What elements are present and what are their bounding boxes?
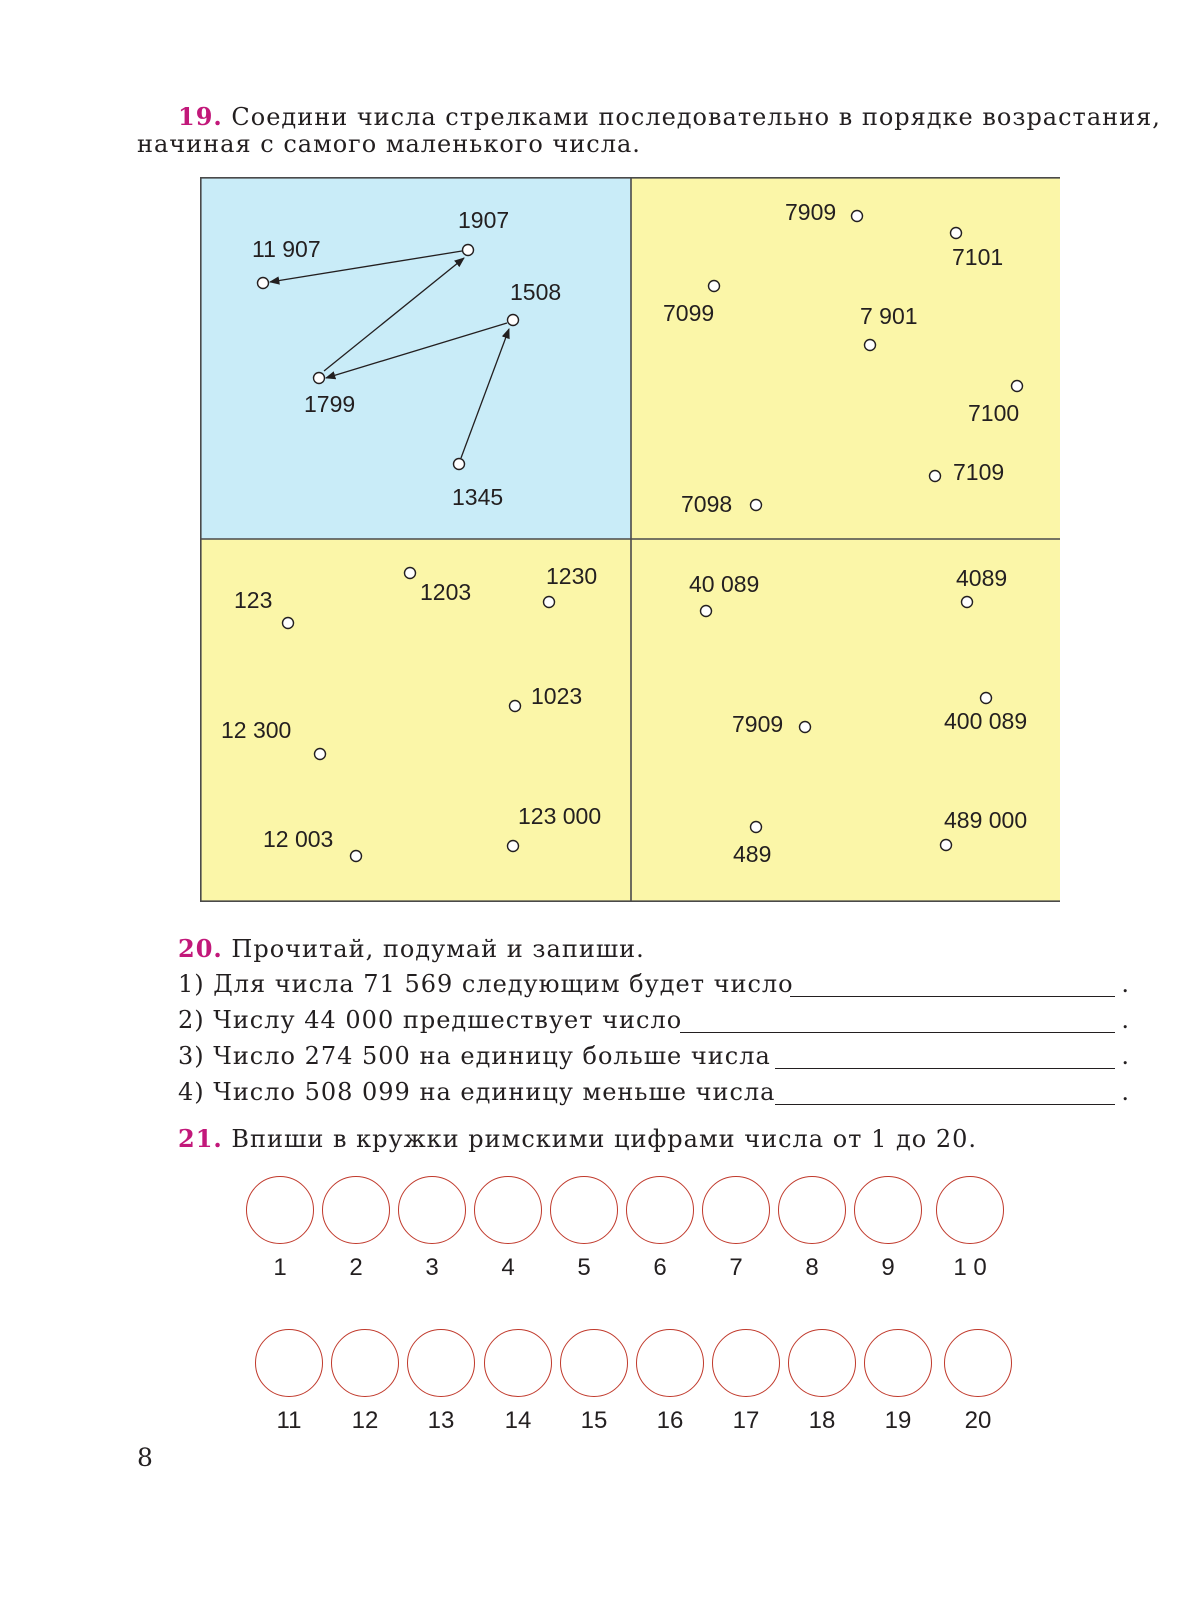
task21-heading — [178, 1124, 977, 1153]
roman-circle-20[interactable] — [944, 1329, 1012, 1397]
roman-circle-2[interactable] — [322, 1176, 390, 1244]
dot-12300[interactable] — [315, 749, 326, 760]
dot-1230[interactable] — [544, 597, 555, 608]
roman-circle-19[interactable] — [864, 1329, 932, 1397]
label-7101: 7101 — [952, 244, 1004, 270]
label-1345: 1345 — [452, 484, 504, 510]
roman-circle-1[interactable] — [246, 1176, 314, 1244]
task20-item-2-end: . — [1121, 1006, 1130, 1034]
label-1203: 1203 — [420, 579, 472, 605]
task20-item-3-end: . — [1121, 1042, 1130, 1070]
dot-1508[interactable] — [508, 315, 519, 326]
roman-circle-13[interactable] — [407, 1329, 475, 1397]
label-1508: 1508 — [510, 279, 562, 305]
roman-circle-label: 1 — [273, 1254, 287, 1281]
roman-circle-14[interactable] — [484, 1329, 552, 1397]
roman-circle-17[interactable] — [712, 1329, 780, 1397]
roman-circle-label: 6 — [653, 1254, 667, 1281]
dot-1345[interactable] — [454, 459, 465, 470]
dot-1203[interactable] — [405, 568, 416, 579]
task19-text-line1: Соедини числа стрелками последовательно в порядке возрастания, — [231, 103, 1161, 131]
dot-400089[interactable] — [981, 693, 992, 704]
dot-7901[interactable] — [865, 340, 876, 351]
label-1023: 1023 — [531, 683, 583, 709]
task20-number: 20. — [178, 934, 223, 963]
label-11907: 11 907 — [252, 236, 321, 262]
roman-circle-label: 17 — [732, 1407, 760, 1434]
roman-circle-label: 2 — [349, 1254, 363, 1281]
roman-circle-label: 8 — [805, 1254, 819, 1281]
roman-circle-label: 3 — [425, 1254, 439, 1281]
roman-circle-8[interactable] — [778, 1176, 846, 1244]
roman-circle-label: 11 — [276, 1407, 302, 1434]
dot-1907[interactable] — [463, 245, 474, 256]
task20-item-3-blank[interactable] — [775, 1068, 1115, 1069]
roman-circle-label: 18 — [808, 1407, 836, 1434]
task20-item-1-end: . — [1121, 970, 1130, 998]
task20-item-3 — [178, 1042, 1130, 1072]
label-4089: 4089 — [956, 565, 1008, 591]
roman-circle-16[interactable] — [636, 1329, 704, 1397]
task20-heading — [178, 934, 645, 963]
label-1799: 1799 — [304, 391, 356, 417]
label-1907: 1907 — [458, 207, 510, 233]
panel-top-left — [200, 177, 631, 539]
label-7901: 7 901 — [860, 303, 918, 329]
task20-item-2-blank[interactable] — [680, 1032, 1115, 1033]
task20-item-3-text: 3) Число 274 500 на единицу больше числа — [178, 1042, 771, 1070]
label-489: 489 — [733, 841, 772, 867]
task19-text-line2: начиная с самого маленького числа. — [137, 130, 641, 158]
dot-1023[interactable] — [510, 701, 521, 712]
roman-circle-10[interactable] — [936, 1176, 1004, 1244]
label-40089: 40 089 — [689, 571, 760, 597]
task19-number: 19. — [178, 102, 223, 131]
roman-circle-18[interactable] — [788, 1329, 856, 1397]
label-7100: 7100 — [968, 400, 1020, 426]
task20-item-2-text: 2) Числу 44 000 предшествует число — [178, 1006, 683, 1034]
dot-7909-a[interactable] — [852, 211, 863, 222]
dot-489000[interactable] — [941, 840, 952, 851]
dot-7909-b[interactable] — [800, 722, 811, 733]
task21-number: 21. — [178, 1124, 223, 1153]
roman-circle-4[interactable] — [474, 1176, 542, 1244]
dot-123[interactable] — [283, 618, 294, 629]
dot-7101[interactable] — [951, 228, 962, 239]
roman-circle-label: 13 — [427, 1407, 455, 1434]
dot-7098[interactable] — [751, 500, 762, 511]
roman-circle-label: 1 0 — [953, 1254, 987, 1281]
dot-489[interactable] — [751, 822, 762, 833]
task20-item-2 — [178, 1006, 1130, 1036]
label-7909-a: 7909 — [785, 199, 837, 225]
dot-12003[interactable] — [351, 851, 362, 862]
dot-1799[interactable] — [314, 373, 325, 384]
task20-item-1 — [178, 970, 1130, 1000]
roman-circle-9[interactable] — [854, 1176, 922, 1244]
dot-11907[interactable] — [258, 278, 269, 289]
roman-circle-3[interactable] — [398, 1176, 466, 1244]
label-12300: 12 300 — [221, 717, 292, 743]
label-12003: 12 003 — [263, 826, 334, 852]
label-7909-b: 7909 — [732, 711, 784, 737]
roman-circle-label: 7 — [729, 1254, 743, 1281]
roman-circle-label: 4 — [501, 1254, 515, 1281]
label-123: 123 — [234, 587, 273, 613]
label-400089: 400 089 — [944, 708, 1028, 734]
dot-123000[interactable] — [508, 841, 519, 852]
task20-item-4 — [178, 1078, 1130, 1108]
label-123000: 123 000 — [518, 803, 602, 829]
roman-circle-label: 20 — [964, 1407, 992, 1434]
roman-circle-label: 5 — [577, 1254, 591, 1281]
task20-item-1-text: 1) Для числа 71 569 следующим будет число — [178, 970, 794, 998]
label-1230: 1230 — [546, 563, 598, 589]
dot-7100[interactable] — [1012, 381, 1023, 392]
roman-circle-11[interactable] — [255, 1329, 323, 1397]
page-number: 8 — [137, 1443, 153, 1472]
roman-circle-7[interactable] — [702, 1176, 770, 1244]
task20-item-1-blank[interactable] — [790, 996, 1115, 997]
roman-circle-15[interactable] — [560, 1329, 628, 1397]
roman-circle-6[interactable] — [626, 1176, 694, 1244]
task19-line1 — [178, 102, 1161, 131]
roman-circle-label: 12 — [351, 1407, 379, 1434]
dot-4089[interactable] — [962, 597, 973, 608]
roman-circle-label: 15 — [580, 1407, 608, 1434]
roman-circle-label: 19 — [884, 1407, 912, 1434]
dot-40089[interactable] — [701, 606, 712, 617]
roman-circle-label: 16 — [656, 1407, 684, 1434]
task20-title: Прочитай, подумай и запиши. — [231, 935, 645, 963]
roman-circle-label: 9 — [881, 1254, 895, 1281]
label-7098: 7098 — [681, 491, 733, 517]
task21-title: Впиши в кружки римскими цифрами числа от 1 до 20. — [231, 1125, 978, 1153]
label-489000: 489 000 — [944, 807, 1028, 833]
label-7109: 7109 — [953, 459, 1005, 485]
task20-item-4-text: 4) Число 508 099 на единицу меньше числа — [178, 1078, 776, 1106]
roman-circle-label: 14 — [504, 1407, 532, 1434]
dot-7109[interactable] — [930, 471, 941, 482]
dot-7099[interactable] — [709, 281, 720, 292]
roman-circle-5[interactable] — [550, 1176, 618, 1244]
task20-item-4-blank[interactable] — [775, 1104, 1115, 1105]
task20-item-4-end: . — [1121, 1078, 1130, 1106]
label-7099: 7099 — [663, 300, 715, 326]
task19-grid — [200, 177, 1060, 902]
roman-circle-12[interactable] — [331, 1329, 399, 1397]
